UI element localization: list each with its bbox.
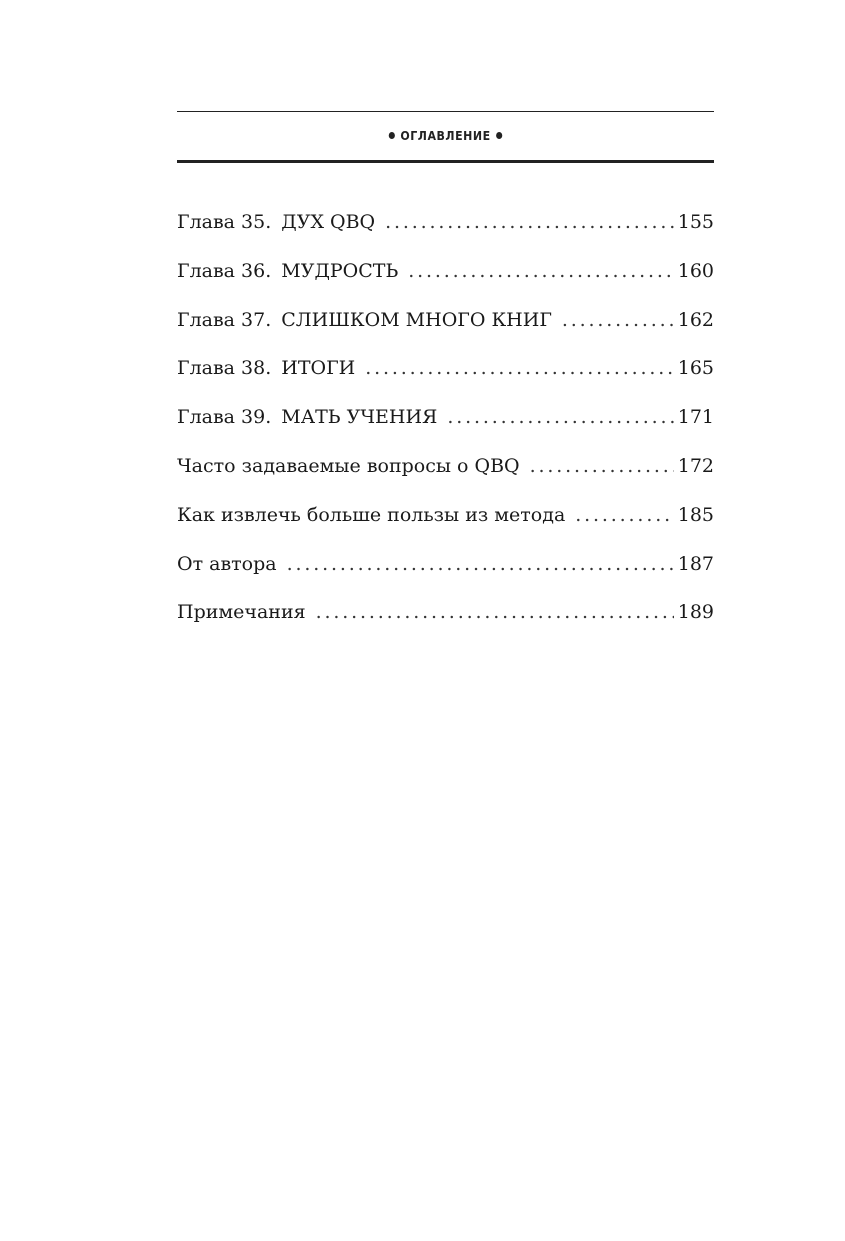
running-header	[177, 111, 714, 163]
toc-label	[177, 350, 355, 386]
page-number: 162	[677, 308, 714, 331]
toc-entry-chapter-36[interactable]	[177, 253, 714, 302]
toc-entry-more-value[interactable]	[177, 497, 714, 546]
dot-leader	[562, 302, 674, 338]
toc-entry-notes[interactable]	[177, 594, 714, 643]
header-title-wrap	[209, 128, 682, 143]
page-number: 155	[677, 211, 714, 233]
bullet-right-icon	[496, 132, 502, 139]
page-number: 185	[677, 503, 714, 526]
section-title: Примечания	[177, 601, 306, 624]
toc-entry-chapter-35[interactable]	[177, 204, 714, 253]
toc-entry-chapter-37[interactable]	[177, 302, 714, 351]
bullet-left-icon	[389, 132, 395, 139]
toc-label	[177, 594, 306, 630]
toc-label	[177, 399, 437, 435]
page-number: 187	[677, 552, 714, 575]
chapter-title: ДУХ QBQ	[281, 211, 376, 233]
dot-leader	[287, 546, 674, 582]
header-rule-bottom	[177, 160, 714, 163]
toc-label	[177, 204, 375, 240]
toc-label	[177, 448, 520, 484]
toc-entry-faq[interactable]	[177, 448, 714, 497]
dot-leader	[408, 253, 673, 289]
chapter-number: Глава 35.	[177, 211, 272, 233]
chapter-title: СЛИШКОМ МНОГО КНИГ	[281, 308, 552, 331]
page-number: 189	[677, 601, 714, 624]
header-rule-top	[177, 111, 714, 112]
header-title: ОГЛАВЛЕНИЕ	[400, 128, 491, 143]
chapter-number: Глава 39.	[177, 406, 272, 429]
dot-leader	[385, 204, 674, 240]
toc-label	[177, 497, 565, 533]
chapter-number: Глава 37.	[177, 308, 272, 331]
dot-leader	[530, 448, 674, 484]
toc-label	[177, 302, 552, 338]
toc-entry-chapter-38[interactable]	[177, 350, 714, 399]
dot-leader	[316, 594, 674, 630]
page-number: 172	[677, 454, 714, 477]
section-title: Как извлечь больше пользы из метода	[177, 503, 566, 526]
toc-entry-chapter-39[interactable]	[177, 399, 714, 448]
toc-entry-from-author[interactable]	[177, 546, 714, 595]
page-number: 171	[677, 406, 714, 429]
section-title: От автора	[177, 552, 277, 575]
dot-leader	[575, 497, 673, 533]
dot-leader	[447, 399, 673, 435]
section-title: Часто задаваемые вопросы о QBQ	[177, 454, 520, 477]
chapter-title: МУДРОСТЬ	[281, 259, 399, 282]
page-number: 165	[677, 357, 714, 380]
chapter-number: Глава 36.	[177, 259, 272, 282]
toc-label	[177, 546, 277, 582]
dot-leader	[365, 350, 674, 386]
page-number: 160	[677, 259, 714, 282]
chapter-title: ИТОГИ	[281, 357, 356, 380]
chapter-number: Глава 38.	[177, 357, 272, 380]
table-of-contents	[177, 204, 714, 643]
chapter-title: МАТЬ УЧЕНИЯ	[281, 406, 438, 429]
toc-label	[177, 253, 398, 289]
